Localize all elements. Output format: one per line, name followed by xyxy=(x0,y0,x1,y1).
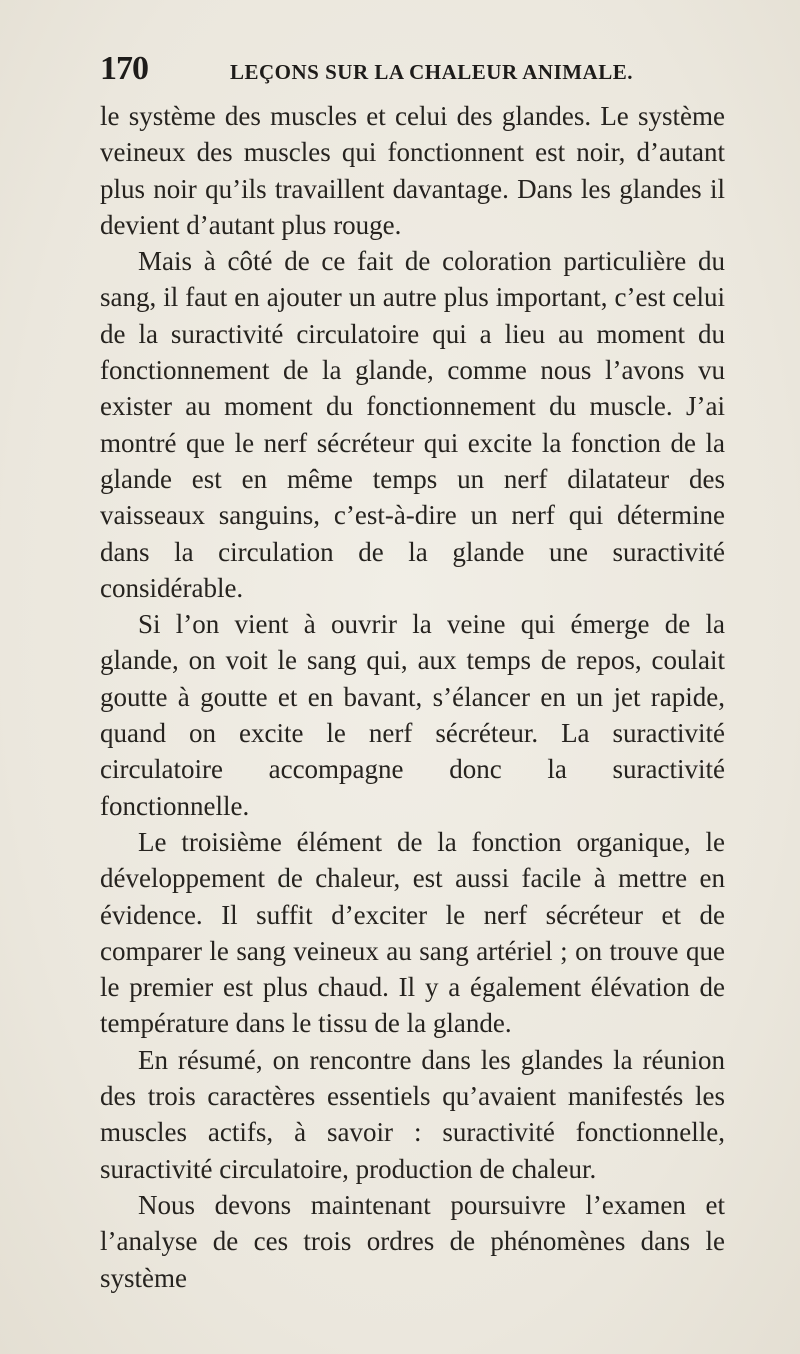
running-head: LEÇONS SUR LA CHALEUR ANIMALE. xyxy=(230,60,633,84)
paragraph-6: Nous devons maintenant poursuivre l’examen et l’analyse de ces trois ordres de phénomènes dans le système xyxy=(100,1189,725,1293)
page-header xyxy=(100,50,725,90)
paragraph-3: Si l’on vient à ouvrir la veine qui émerge de la glande, on voit le sang qui, aux temps de repos, coulait goutte à goutte et en bavant, s’élancer en un jet rapide, quand on excite le nerf sécréteur. La suractivité circulatoire accompagne donc la suractivité fonctionnelle. xyxy=(100,609,725,821)
paragraph-5: En résumé, on rencontre dans les glandes la réunion des trois caractères essentiels qu’avaient manifestés les muscles actifs, à savoir : suractivité fonctionnelle, suractivité circulatoire, production de chaleur. xyxy=(100,1044,725,1184)
paragraph-4: Le troisième élément de la fonction organique, le développement de chaleur, est aussi facile à mettre en évidence. Il suffit d’exciter le nerf sécréteur et de comparer le sang veineux au sang artériel ; on trouve que le premier est plus chaud. Il y a également élévation de température dans le tissu de la glande. xyxy=(100,826,725,1039)
body-text xyxy=(100,98,725,1296)
paragraph-1: le système des muscles et celui des glandes. Le système veineux des muscles qui fonctionnent est noir, d’autant plus noir qu’ils travaillent davantage. Dans les glandes il devient d’autant plus rouge. xyxy=(100,101,725,240)
page-number: 170 xyxy=(100,50,148,87)
paragraph-2: Mais à côté de ce fait de coloration particulière du sang, il faut en ajouter un autre plus important, c’est celui de la suractivité circulatoire qui a lieu au moment du fonctionnement de la glande, comme nous l’avons vu exister au moment du fonctionnement du muscle. J’ai montré que le nerf sécréteur qui excite la fonction de la glande est en même temps un nerf dilatateur des vaisseaux sanguins, c’est-à-dire un nerf qui détermine dans la circulation de la glande une suractivité considérable. xyxy=(100,246,725,603)
